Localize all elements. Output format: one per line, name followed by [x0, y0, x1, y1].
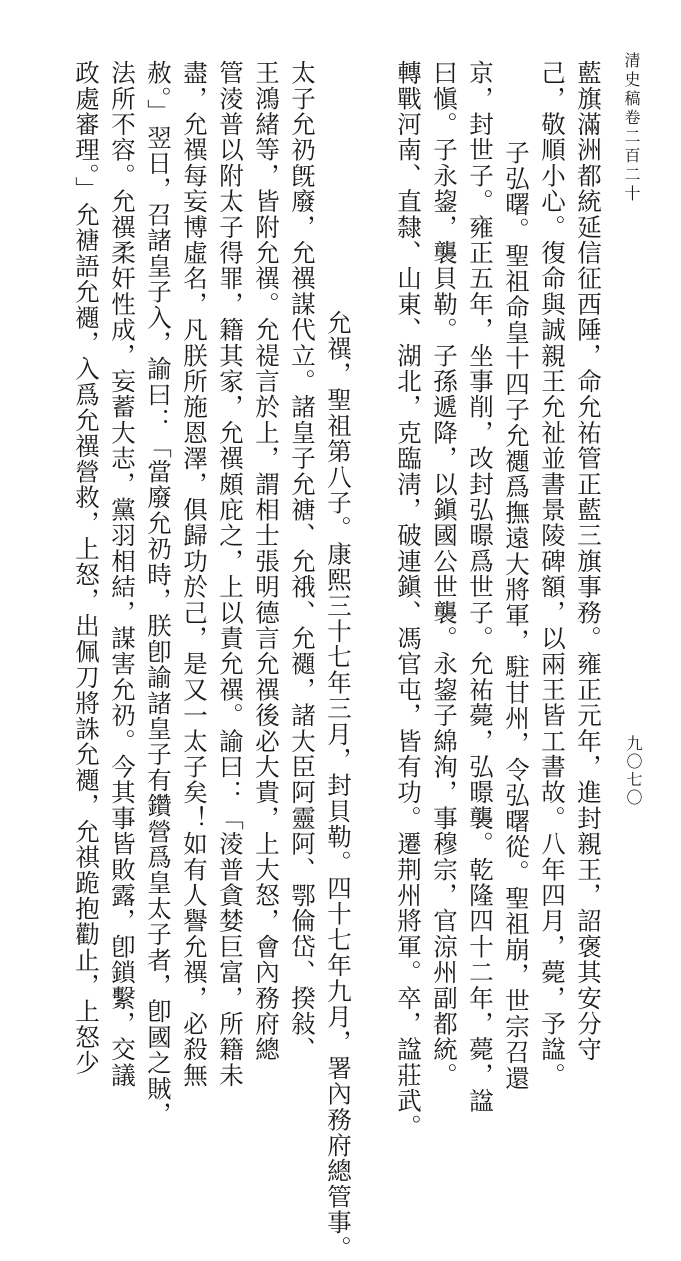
- text-column: 盡，允禩每妄博虛名，凡朕所施恩澤，俱歸功於己，是又一太子矣！如有人譽允禩，必殺無: [180, 60, 209, 1088]
- text-column: 轉戰河南、直隸、山東、湖北，克臨淸，破連鎭、馮官屯，皆有功。遷荆州將軍。卒，諡莊武。: [394, 60, 423, 1140]
- page-number: 九〇七〇: [624, 735, 643, 807]
- text-column: 京，封世子。雍正五年，坐事削，改封弘暻爲世子。允祐薨，弘暻襲。乾隆四十二年，薨，諡: [466, 60, 495, 1114]
- text-column: 藍旗滿洲都統延信征西陲，命允祐管正藍三旗事務。雍正元年，進封親王，詔褒其安分守: [574, 60, 603, 1063]
- text-column: 太子允礽旣廢，允禩謀代立。諸皇子允禟、允䄉、允禵，諸大臣阿靈阿、鄂倫岱、揆敍、: [288, 60, 317, 1063]
- text-column: 赦。」翌日，召諸皇子入，諭曰：「當廢允礽時，朕卽諭諸皇子有鑽營爲皇太子者，卽國之賊，: [144, 60, 173, 1128]
- text-column: 子弘曙。聖祖命皇十四子允禵爲撫遠大將軍，駐甘州，令弘曙從。聖祖崩，世宗召還: [502, 140, 531, 1091]
- text-column: 管淩普以附太子得罪，籍其家，允禩頗庇之，上以責允禩。諭曰：「淩普貪婪巨富，所籍未: [216, 60, 245, 1088]
- text-column: 曰愼。子永鋆，襲貝勒。子孫遞降，以鎭國公世襲。永鋆子綿洵，事穆宗，官涼州副都統。: [430, 60, 459, 1088]
- running-header: 清史稿卷二百二十: [622, 52, 641, 204]
- text-column: 政處審理。」允禟語允禵，入爲允禩營救，上怒，出佩刀將誅允禵，允祺跪抱勸止，上怒少: [72, 60, 101, 1076]
- text-column: 允禩，聖祖第八子。康熙三十七年三月，封貝勒。四十七年九月，署內務府總管事。: [324, 310, 353, 1261]
- text-column: 法所不容。允禩柔奸性成，妄蓄大志，黨羽相結，謀害允礽。今其事皆敗露，卽鎖繫，交議: [108, 60, 137, 1088]
- text-column: 王鴻緒等，皆附允禩。允禔言於上，謂相士張明德言允禩後必大貴，上大怒，會內務府總: [252, 60, 281, 1063]
- text-column: 己，敬順小心。復命與誠親王允祉並書景陵碑額，以兩王皆工書故。八年四月，薨，予諡。: [538, 60, 567, 1088]
